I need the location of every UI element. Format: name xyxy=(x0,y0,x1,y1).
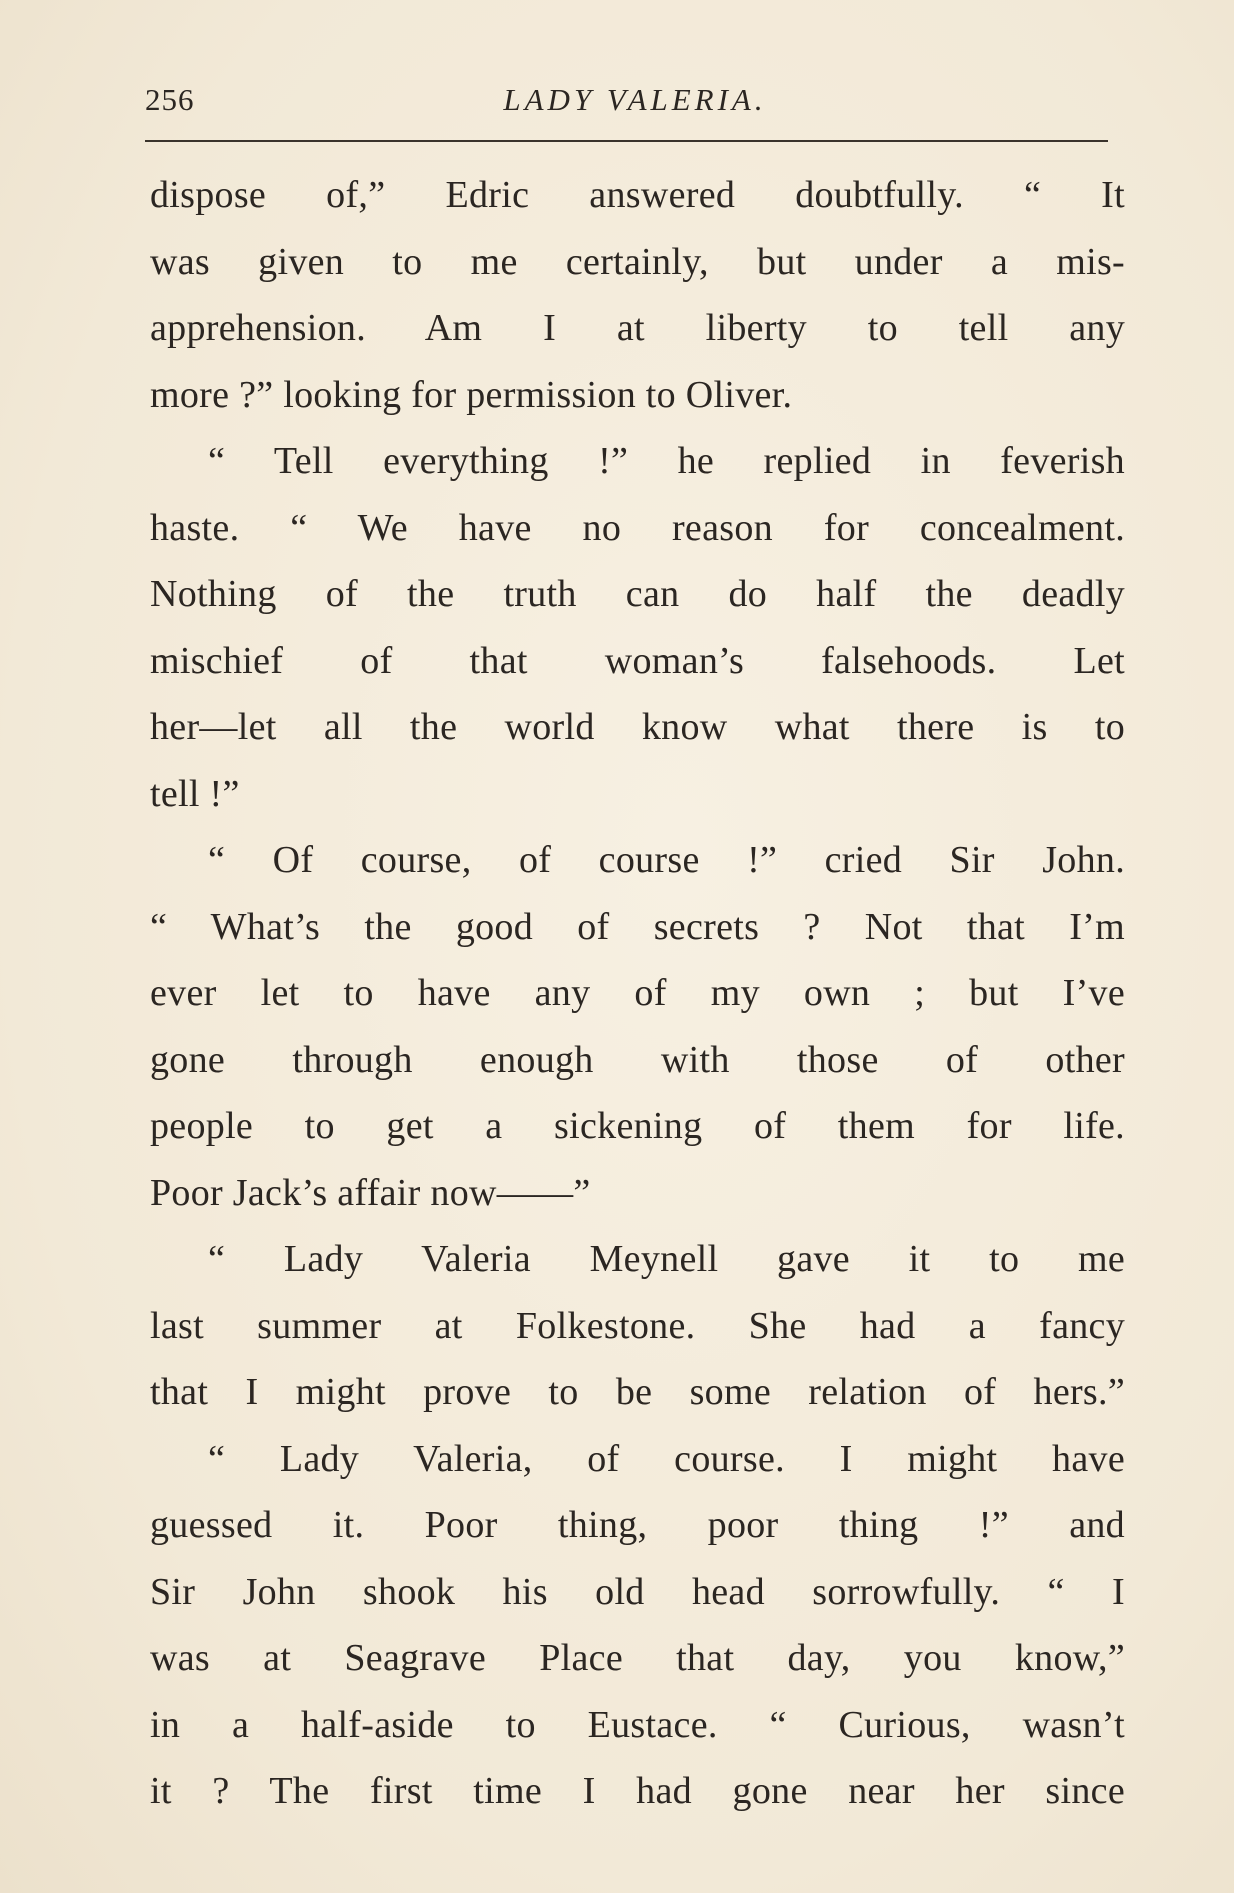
text-line: “ What’s the good of secrets ? Not that I’m xyxy=(150,905,1125,948)
text-line: “ Tell everything !” he replied in feverish xyxy=(208,440,1125,482)
text-line: was given to me certainly, but under a mis- xyxy=(150,240,1125,283)
header-rule xyxy=(145,140,1108,142)
page-number: 256 xyxy=(145,82,195,117)
text-line: more ?” looking for permission to Oliver. xyxy=(150,373,793,416)
text-line: was at Seagrave Place that day, you know,” xyxy=(150,1637,1125,1679)
text-line: her—let all the world know what there is to xyxy=(150,706,1125,748)
running-head xyxy=(145,82,1105,122)
text-line: that I might prove to be some relation of hers.” xyxy=(150,1371,1125,1413)
text-line: guessed it. Poor thing, poor thing !” and xyxy=(150,1504,1125,1546)
text-line: tell !” xyxy=(150,772,240,815)
text-line: gone through enough with those of other xyxy=(150,1038,1125,1081)
text-line: “ Lady Valeria, of course. I might have xyxy=(208,1437,1125,1480)
text-line: dispose of,” Edric answered doubtfully. “ It xyxy=(150,174,1125,216)
text-line: last summer at Folkestone. She had a fancy xyxy=(150,1304,1125,1347)
text-line: “ Of course, of course !” cried Sir John. xyxy=(208,839,1125,881)
text-line: it ? The first time I had gone near her since xyxy=(150,1770,1125,1812)
body-text xyxy=(150,162,1125,1825)
text-line: haste. “ We have no reason for concealment. xyxy=(150,506,1125,549)
text-line: in a half-aside to Eustace. “ Curious, wasn’t xyxy=(150,1703,1125,1746)
text-line: “ Lady Valeria Meynell gave it to me xyxy=(208,1238,1125,1280)
text-line: Poor Jack’s affair now——” xyxy=(150,1171,591,1214)
running-title: LADY VALERIA. xyxy=(503,82,767,117)
text-line: ever let to have any of my own ; but I’ve xyxy=(150,972,1125,1014)
text-line: mischief of that woman’s falsehoods. Let xyxy=(150,639,1125,682)
text-line: Nothing of the truth can do half the deadly xyxy=(150,573,1125,615)
text-line: people to get a sickening of them for life. xyxy=(150,1105,1125,1147)
text-line: apprehension. Am I at liberty to tell any xyxy=(150,307,1125,349)
text-line: Sir John shook his old head sorrowfully. “ I xyxy=(150,1570,1125,1613)
